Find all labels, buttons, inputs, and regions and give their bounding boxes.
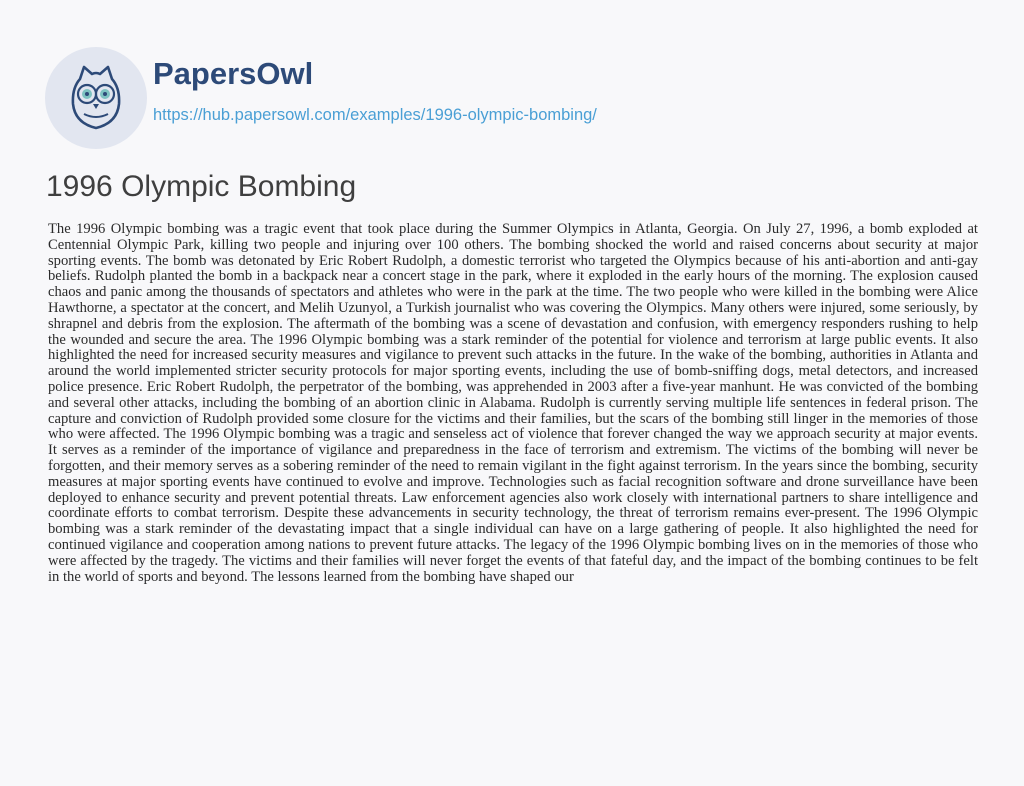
article-title: 1996 Olympic Bombing xyxy=(46,170,357,203)
brand-name: PapersOwl xyxy=(153,56,314,91)
article-body: The 1996 Olympic bombing was a tragic event that took place during the Summer Olympics in Atlanta, Georgia. On July 27, 1996, a bomb exploded at Centennial Olympic Park, killing two people and injuring over 100 others. The bombing shocked the world and raised concerns about security at major sporting events. The bomb was detonated by Eric Robert Rudolph, a domestic terrorist who targeted the Olympics because of his anti-abortion and anti-gay beliefs. Rudolph planted the bomb in a backpack near a concert stage in the park, where it exploded in the early hours of the morning. The explosion caused chaos and panic among the thousands of spectators and athletes who were in the park at the time. The two people who were killed in the bombing were Alice Hawthorne, a spectator at the concert, and Melih Uzunyol, a Turkish journalist who was covering the Olympics. Many others were injured, some seriously, by shrapnel and debris from the explosion. The aftermath of the bombing was a scene of devastation and confusion, with emergency responders rushing to help the wounded and secure the area. The 1996 Olympic bombing was a stark reminder of the potential for violence and terrorism at large public events. It also highlighted the need for increased security measures and vigilance to prevent such attacks in the future. In the wake of the bombing, authorities in Atlanta and around the world implemented stricter security protocols for major sporting events, including the use of bomb-sniffing dogs, metal detectors, and increased police presence. Eric Robert Rudolph, the perpetrator of the bombing, was apprehended in 2003 after a five-year manhunt. He was convicted of the bombing and several other attacks, including the bombing of an abortion clinic in Alabama. Rudolph is currently serving multiple life sentences in federal prison. The capture and conviction of Rudolph provided some closure for the victims and their families, but the scars of the bombing still linger in the memories of those who were affected. The 1996 Olympic bombing was a tragic and senseless act of violence that forever changed the way we approach security at major events. It serves as a reminder of the importance of vigilance and preparedness in the face of terrorism and extremism. The victims of the bombing will never be forgotten, and their memory serves as a sobering reminder of the need to remain vigilant in the fight against terrorism. In the years since the bombing, security measures at major sporting events have continued to evolve and improve. Technologies such as facial recognition software and drone surveillance have been deployed to enhance security and prevent potential threats. Law enforcement agencies also work closely with international partners to share intelligence and coordinate efforts to combat terrorism. Despite these advancements in security technology, the threat of terrorism remains ever-present. The 1996 Olympic bombing was a stark reminder of the devastating impact that a single individual can have on a large gathering of people. It also highlighted the need for continued vigilance and cooperation among nations to prevent future attacks. The legacy of the 1996 Olympic bombing lives on in the memories of those who were affected by the tragedy. The victims and their families will never forget the events of that fateful day, and the impact of the bombing continues to be felt in the world of sports and beyond. The lessons learned from the bombing have shaped our xyxy=(48,221,978,585)
source-url-link[interactable]: https://hub.papersowl.com/examples/1996-olympic-bombing/ xyxy=(153,106,597,124)
site-header xyxy=(44,46,984,146)
owl-icon xyxy=(44,46,148,150)
